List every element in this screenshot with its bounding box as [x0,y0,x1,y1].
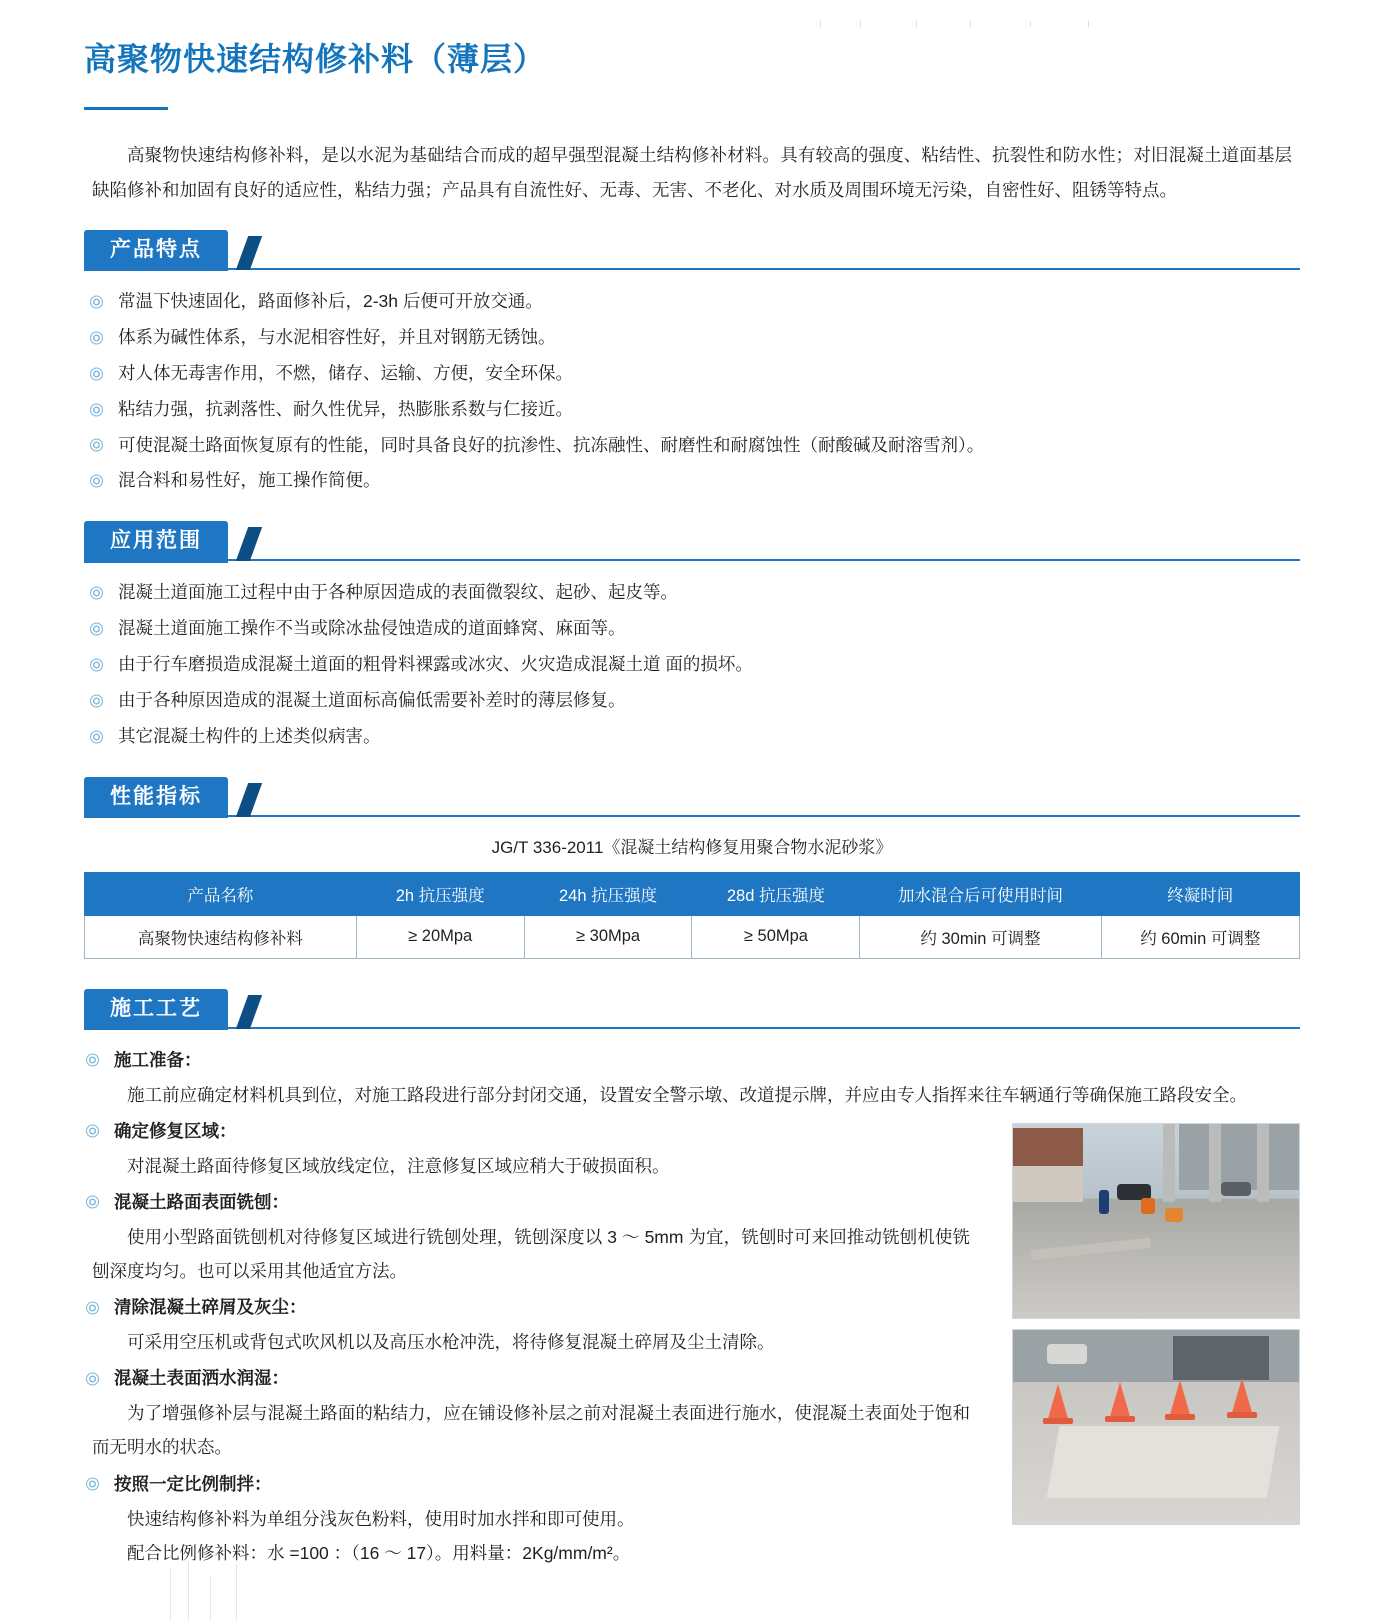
car [1047,1344,1087,1364]
process-step-body: 施工前应确定材料机具到位，对施工路段进行部分封闭交通，设置安全警示墩、改道提示牌，并应由专人指挥来往车辆通行等确保施工路段安全。 [127,1084,1247,1105]
worker [1099,1190,1109,1214]
tab-shadow [236,236,262,270]
process-step-title-text: 确定修复区域： [114,1120,237,1141]
section-underline [84,1027,1300,1029]
table-cell: ≥ 30Mpa [524,915,692,958]
worker [1165,1208,1183,1222]
column-header: 2h 抗压强度 [356,872,524,915]
column-header: 加水混合后可使用时间 [860,872,1101,915]
construction-site-photo [1012,1123,1300,1319]
column-header: 产品名称 [85,872,357,915]
section-header-features [84,230,1300,270]
list-item-text: 混合料和易性好，施工操作简便。 [118,470,381,491]
list-item [88,284,1300,320]
table-cell: 约 30min 可调整 [860,915,1101,958]
list-item-text: 对人体无毒害作用，不燃，储存、运输、方便，安全环保。 [118,362,573,383]
table-header-row [85,872,1300,915]
process-step-title-text: 混凝土表面洒水润湿： [114,1368,289,1389]
performance-table [84,872,1300,959]
process-step-body: 对混凝土路面待修复区域放线定位，注意修复区域应稍大于破损面积。 [127,1155,670,1176]
bullet-ring-icon [90,439,103,452]
building-right [1179,1124,1299,1190]
list-item [88,320,1300,356]
section-underline [84,559,1300,561]
list-item-text: 可使混凝土路面恢复原有的性能，同时具备良好的抗渗性、抗冻融性、耐磨性和耐腐蚀性（耐酸碱及耐溶雪剂）。 [118,434,985,455]
list-item [88,356,1300,392]
list-item-text: 由于各种原因造成的混凝土道面标高偏低需要补差时的薄层修复。 [118,689,626,710]
process-step-body: 使用小型路面铣刨机对待修复区域进行铣刨处理，铣刨深度以 3 ～ 5mm 为宜，铣刨时可来回推动铣刨机使铣刨深度均匀。也可以采用其他适宜方法。 [92,1226,970,1282]
pillar [1257,1124,1269,1202]
section-underline [84,815,1300,817]
traffic-cones-photo [1012,1329,1300,1525]
bullet-ring-icon [90,730,103,743]
bullet-ring-icon [90,658,103,671]
bullet-ring-icon [86,1372,99,1385]
top-decoration [820,21,1120,27]
traffic-cone [1231,1378,1253,1416]
bullet-ring-icon [90,694,103,707]
bullet-ring-icon [90,331,103,344]
bullet-ring-icon [90,623,103,636]
table-cell: 高聚物快速结构修补料 [85,915,357,958]
tab-shadow [236,783,262,817]
table-cell: ≥ 50Mpa [692,915,860,958]
bullet-ring-icon [86,1196,99,1209]
pillar [1163,1124,1175,1202]
page-title: 高聚物快速结构修补料（薄层） [84,41,547,78]
standard-reference: JG/T 336-2011《混凝土结构修复用聚合物水泥砂浆》 [491,837,893,857]
list-item-text: 其它混凝土构件的上述类似病害。 [118,725,381,746]
traffic-cone [1047,1384,1069,1422]
bullet-ring-icon [90,587,103,600]
list-item-text: 粘结力强，抗剥落性、耐久性优异，热膨胀系数与仁接近。 [118,398,573,419]
traffic-cone [1109,1382,1131,1420]
list-item-text: 体系为碱性体系，与水泥相容性好，并且对钢筋无锈蚀。 [118,326,556,347]
traffic-cone [1169,1380,1191,1418]
list-item [88,719,1300,755]
section-underline [84,268,1300,270]
list-item-text: 由于行车磨损造成混凝土道面的粗骨料裸露或冰灾、火灾造成混凝土道 面的损坏。 [118,654,753,675]
process-step-title-text: 按照一定比例制拌： [114,1473,272,1494]
features-list [84,284,1300,499]
list-item [88,392,1300,428]
list-item [88,575,1300,611]
repair-patch [1047,1426,1280,1498]
building-left-lower [1013,1166,1083,1202]
bullet-ring-icon [90,295,103,308]
process-step-title [84,1043,1300,1078]
list-item [88,647,1300,683]
list-item-text: 常温下快速固化，路面修补后，2-3h 后便可开放交通。 [118,291,543,312]
list-item [88,463,1300,499]
process-step-body: 为了增强修补层与混凝土路面的粘结力，应在铺设修补层之前对混凝土表面进行施水，使混凝土表面处于饱和而无明水的状态。 [92,1403,970,1458]
list-item [88,428,1300,464]
table-row [85,915,1300,958]
title-rule [84,107,168,110]
tab-shadow [236,527,262,561]
column-header: 终凝时间 [1101,872,1299,915]
process-step-title-text: 施工准备： [114,1049,202,1070]
list-item [88,611,1300,647]
section-title-process: 施工工艺 [84,989,228,1030]
mix-ratio-text: 配合比例修补料：水 =100 ：（16 ～ 17）。用料量：2Kg/mm/m²。 [127,1542,631,1563]
intro-paragraph: 高聚物快速结构修补料，是以水泥为基础结合而成的超早强型混凝土结构修补材料。具有较高的强度、粘结性、抗裂性和防水性；对旧混凝土道面基层缺陷修补和加固有良好的适应性，粘结力强；产品具有自流性好、无毒、无害、不老化、对水质及周围环境无污染，自密性好、阻锈等特点。 [92,145,1292,201]
bullet-ring-icon [90,403,103,416]
column-header: 24h 抗压强度 [524,872,692,915]
section-header-scope [84,521,1300,561]
process-step [84,1043,1300,1112]
bullet-ring-icon [90,367,103,380]
section-title-performance: 性能指标 [84,777,228,818]
section-title-features: 产品特点 [84,230,228,271]
process-step-title-text: 混凝土路面表面铣刨： [114,1191,289,1212]
pillar [1209,1124,1221,1202]
process-step-body: 快速结构修补料为单组分浅灰色粉料，使用时加水拌和即可使用。 [127,1508,635,1529]
car [1221,1182,1251,1196]
road-surface [1013,1202,1299,1318]
photo-column [1012,1123,1300,1535]
worker [1141,1198,1155,1214]
process-step-title-text: 清除混凝土碎屑及灰尘： [114,1297,307,1318]
list-item [88,683,1300,719]
bullet-ring-icon [86,1125,99,1138]
scope-list [84,575,1300,754]
section-header-performance [84,777,1300,817]
section-title-scope: 应用范围 [84,521,228,562]
bullet-ring-icon [86,1478,99,1491]
table-cell: ≥ 20Mpa [356,915,524,958]
truck [1173,1336,1269,1380]
bullet-ring-icon [90,475,103,488]
list-item-text: 混凝土道面施工操作不当或除冰盐侵蚀造成的道面蜂窝、麻面等。 [118,618,626,639]
tab-shadow [236,995,262,1029]
bottom-decoration [170,1561,260,1621]
process-step-body: 可采用空压机或背包式吹风机以及高压水枪冲洗，将待修复混凝土碎屑及尘土清除。 [127,1332,775,1353]
column-header: 28d 抗压强度 [692,872,860,915]
table-cell: 约 60min 可调整 [1101,915,1299,958]
bullet-ring-icon [86,1301,99,1314]
section-header-process [84,989,1300,1029]
document-page [0,21,1384,1621]
bullet-ring-icon [86,1054,99,1067]
list-item-text: 混凝土道面施工过程中由于各种原因造成的表面微裂纹、起砂、起皮等。 [118,582,678,603]
